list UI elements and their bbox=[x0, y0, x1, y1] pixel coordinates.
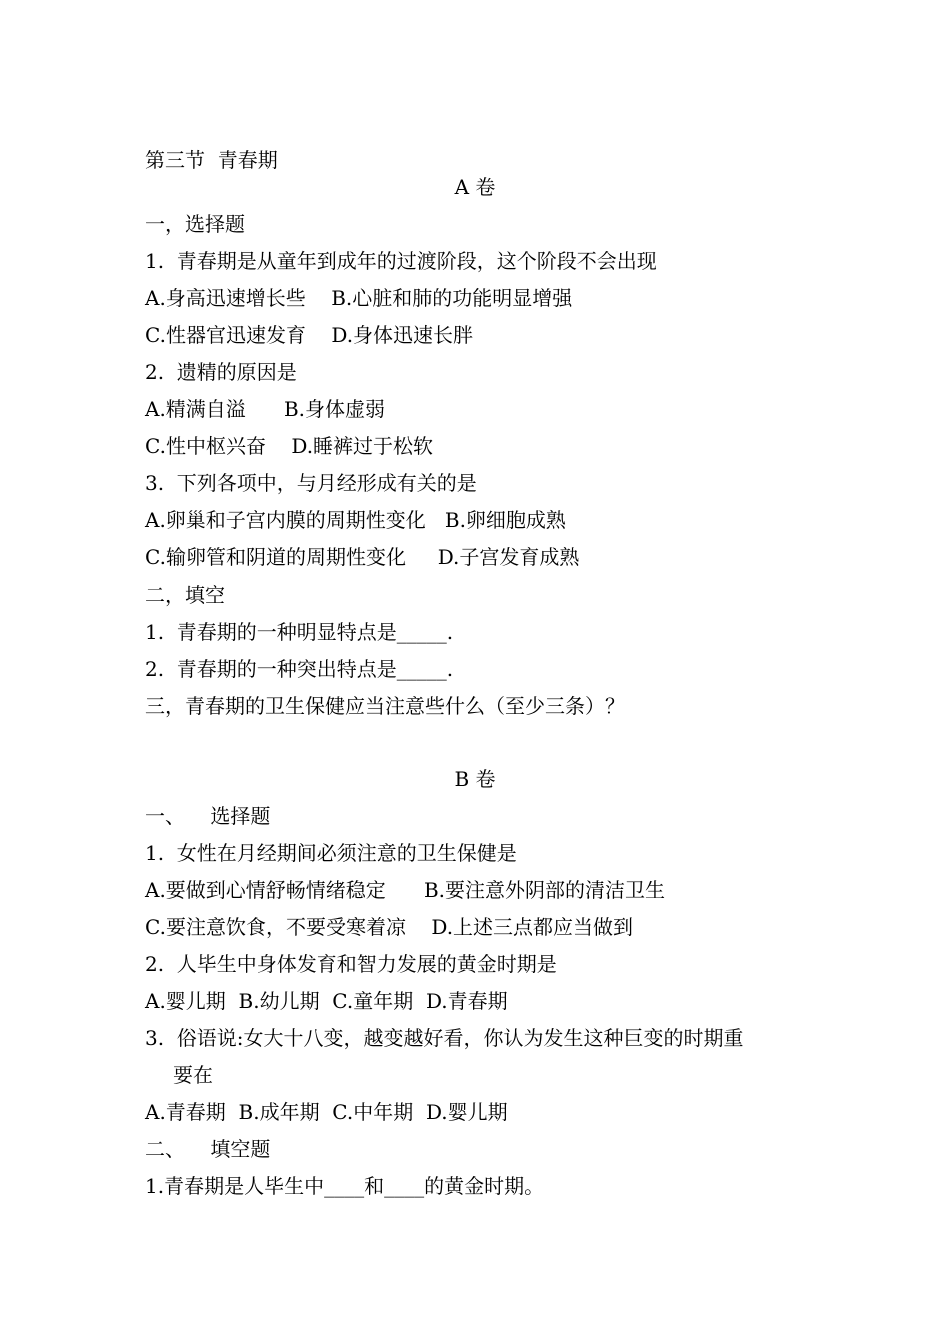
paper-a-q2-options-cd: C.性中枢兴奋 D.睡裤过于松软 bbox=[145, 434, 434, 458]
paper-a-question-1: 1. 青春期是从童年到成年的过渡阶段，这个阶段不会出现 bbox=[145, 249, 657, 273]
paper-b-heading: B 卷 bbox=[454, 767, 496, 791]
paper-b-part2-title: 二、 填空题 bbox=[145, 1137, 271, 1161]
section-title: 第三节 青春期 bbox=[145, 148, 278, 172]
paper-a-part1-title: 一，选择题 bbox=[145, 212, 245, 236]
paper-a-heading: A 卷 bbox=[454, 175, 496, 199]
paper-a-part2-title: 二，填空 bbox=[145, 583, 225, 607]
paper-a-q3-options-ab: A.卵巢和子宫内膜的周期性变化 B.卵细胞成熟 bbox=[145, 508, 566, 532]
paper-b-q1-options-cd: C.要注意饮食，不要受寒着凉 D.上述三点都应当做到 bbox=[145, 915, 634, 939]
paper-a-q3-options-cd: C.输卵管和阴道的周期性变化 D.子宫发育成熟 bbox=[145, 545, 580, 569]
paper-b-q1-options-ab: A.要做到心情舒畅情绪稳定 B.要注意外阴部的清洁卫生 bbox=[145, 878, 665, 902]
paper-b-question-2: 2. 人毕生中身体发育和智力发展的黄金时期是 bbox=[145, 952, 557, 976]
paper-b-q3-options: A.青春期 B.成年期 C.中年期 D.婴儿期 bbox=[145, 1100, 508, 1124]
paper-a-fill-2: 2. 青春期的一种突出特点是_____. bbox=[145, 657, 454, 681]
paper-a-q1-options-cd: C.性器官迅速发育 D.身体迅速长胖 bbox=[145, 323, 474, 347]
paper-a-question-3: 3. 下列各项中，与月经形成有关的是 bbox=[145, 471, 477, 495]
paper-a-part3: 三，青春期的卫生保健应当注意些什么（至少三条）？ bbox=[145, 694, 625, 718]
paper-a-q2-options-ab: A.精满自溢 B.身体虚弱 bbox=[145, 397, 385, 421]
paper-b-fill-1: 1.青春期是人毕生中____和____的黄金时期。 bbox=[145, 1174, 545, 1198]
paper-b-question-3-line-1: 3. 俗语说:女大十八变，越变越好看，你认为发生这种巨变的时期重 bbox=[145, 1026, 744, 1050]
paper-b-question-3-line-2: 要在 bbox=[173, 1063, 213, 1087]
paper-b-q2-options: A.婴儿期 B.幼儿期 C.童年期 D.青春期 bbox=[145, 989, 508, 1013]
paper-a-question-2: 2. 遗精的原因是 bbox=[145, 360, 297, 384]
paper-b-part1-title: 一、 选择题 bbox=[145, 804, 271, 828]
paper-a-q1-options-ab: A.身高迅速增长些 B.心脏和肺的功能明显增强 bbox=[145, 286, 573, 310]
paper-b-question-1: 1. 女性在月经期间必须注意的卫生保健是 bbox=[145, 841, 517, 865]
paper-a-fill-1: 1. 青春期的一种明显特点是_____. bbox=[145, 620, 454, 644]
